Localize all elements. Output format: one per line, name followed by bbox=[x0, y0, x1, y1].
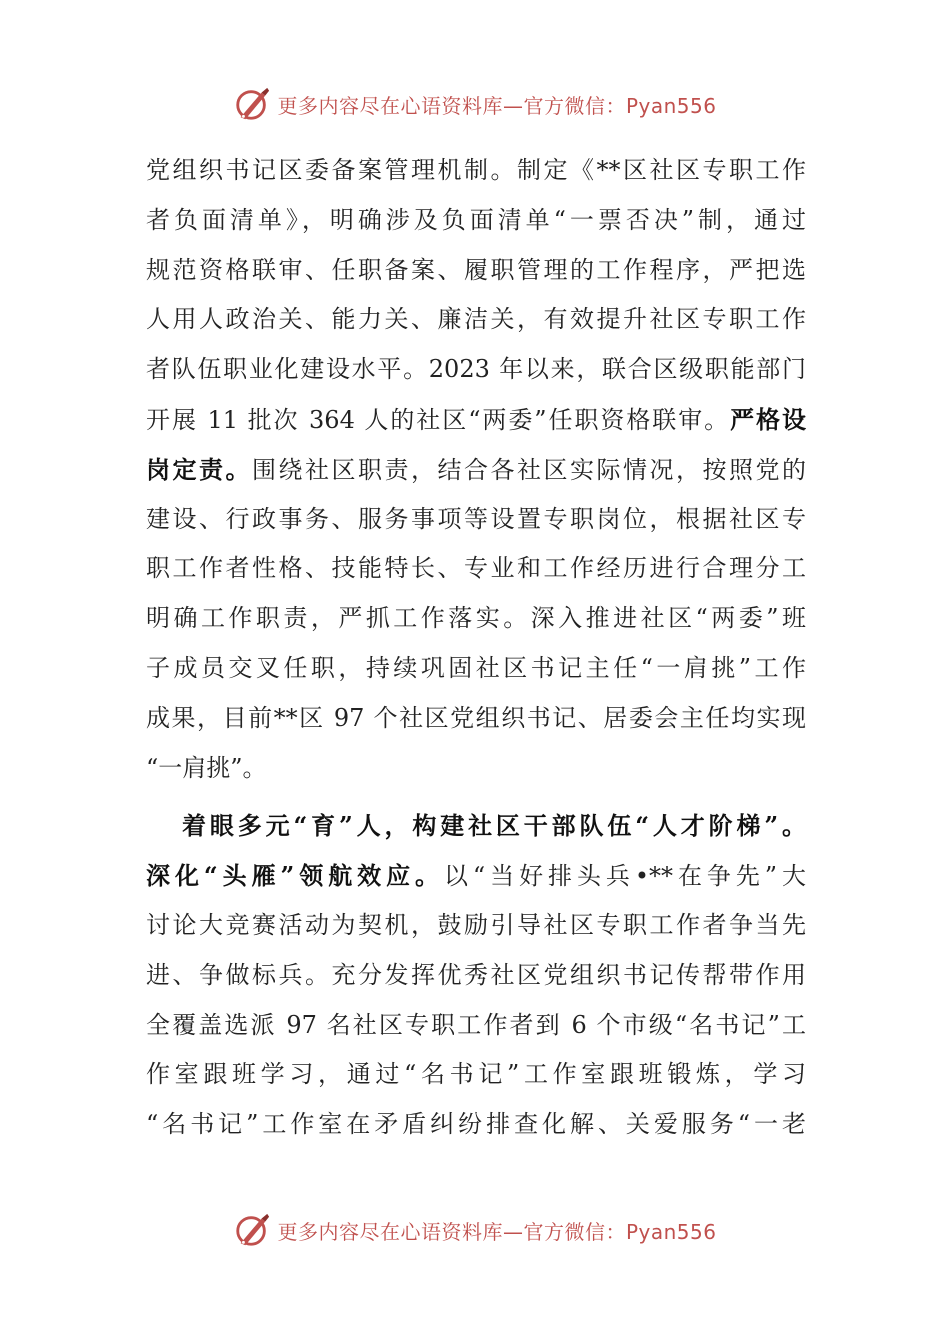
footer-watermark bbox=[0, 1210, 950, 1250]
bold-heading: 岗定责。 bbox=[146, 454, 252, 484]
text-line: 全覆盖选派 97 名社区专职工作者到 6 个市级“名书记”工 bbox=[146, 1010, 806, 1039]
header-text: 更多内容尽在心语资料库—官方微信：Pyan556 bbox=[277, 93, 717, 118]
text-line: 建设、行政事务、服务事项等设置专职岗位，根据社区专 bbox=[146, 504, 806, 533]
text-line: 子成员交叉任职，持续巩固社区书记主任“一肩挑”工作 bbox=[146, 653, 806, 682]
text-line: 人用人政治关、能力关、廉洁关，有效提升社区专职工作 bbox=[146, 305, 806, 334]
text-line: 讨论大竞赛活动为契机，鼓励引导社区专职工作者争当先 bbox=[146, 910, 806, 939]
text-line: 党组织书记区委备案管理机制。制定《**区社区专职工作 bbox=[146, 156, 806, 184]
pen-logo-icon bbox=[233, 85, 271, 123]
footer-text: 更多内容尽在心语资料库—官方微信：Pyan556 bbox=[277, 1219, 717, 1244]
text-line bbox=[146, 445, 806, 495]
header-watermark bbox=[0, 84, 950, 124]
pen-logo-icon bbox=[233, 1211, 271, 1249]
text-line: 职工作者性格、技能特长、专业和工作经历进行合理分工 bbox=[146, 554, 806, 583]
text-line: 者队伍职业化建设水平。2023 年以来，联合区级职能部门 bbox=[146, 355, 806, 384]
text-span: 围绕社区职责，结合各社区实际情况，按照党的 bbox=[252, 455, 806, 484]
text-line: 者负面清单》，明确涉及负面清单“一票否决”制，通过 bbox=[146, 205, 806, 234]
text-line: 规范资格联审、任职备案、履职管理的工作程序，严把选 bbox=[146, 255, 806, 284]
text-line: 作室跟班学习，通过“名书记”工作室跟班锻炼，学习 bbox=[146, 1060, 806, 1089]
text-span: 以“当好排头兵•**在争先”大 bbox=[443, 862, 806, 891]
text-line bbox=[146, 851, 806, 901]
text-line: “名书记”工作室在矛盾纠纷排查化解、关爱服务“一老 bbox=[146, 1110, 806, 1139]
bold-heading: 严格设 bbox=[730, 404, 806, 434]
text-line: “一肩挑”。 bbox=[146, 753, 267, 782]
section-heading: 着眼多元“育”人，构建社区干部队伍“人才阶梯”。 bbox=[182, 811, 806, 841]
bold-heading: 深化“头雁”领航效应。 bbox=[146, 861, 444, 891]
text-span: 开展 11 批次 364 人的社区“两委”任职资格联审。 bbox=[146, 405, 731, 434]
text-line: 成果，目前**区 97 个社区党组织书记、居委会主任均实现 bbox=[146, 703, 806, 732]
text-line: 明确工作职责，严抓工作落实。深入推进社区“两委”班 bbox=[146, 604, 806, 633]
text-line bbox=[146, 395, 806, 445]
text-line: 进、争做标兵。充分发挥优秀社区党组织书记传帮带作用 bbox=[146, 960, 806, 989]
document-body bbox=[146, 146, 806, 1150]
